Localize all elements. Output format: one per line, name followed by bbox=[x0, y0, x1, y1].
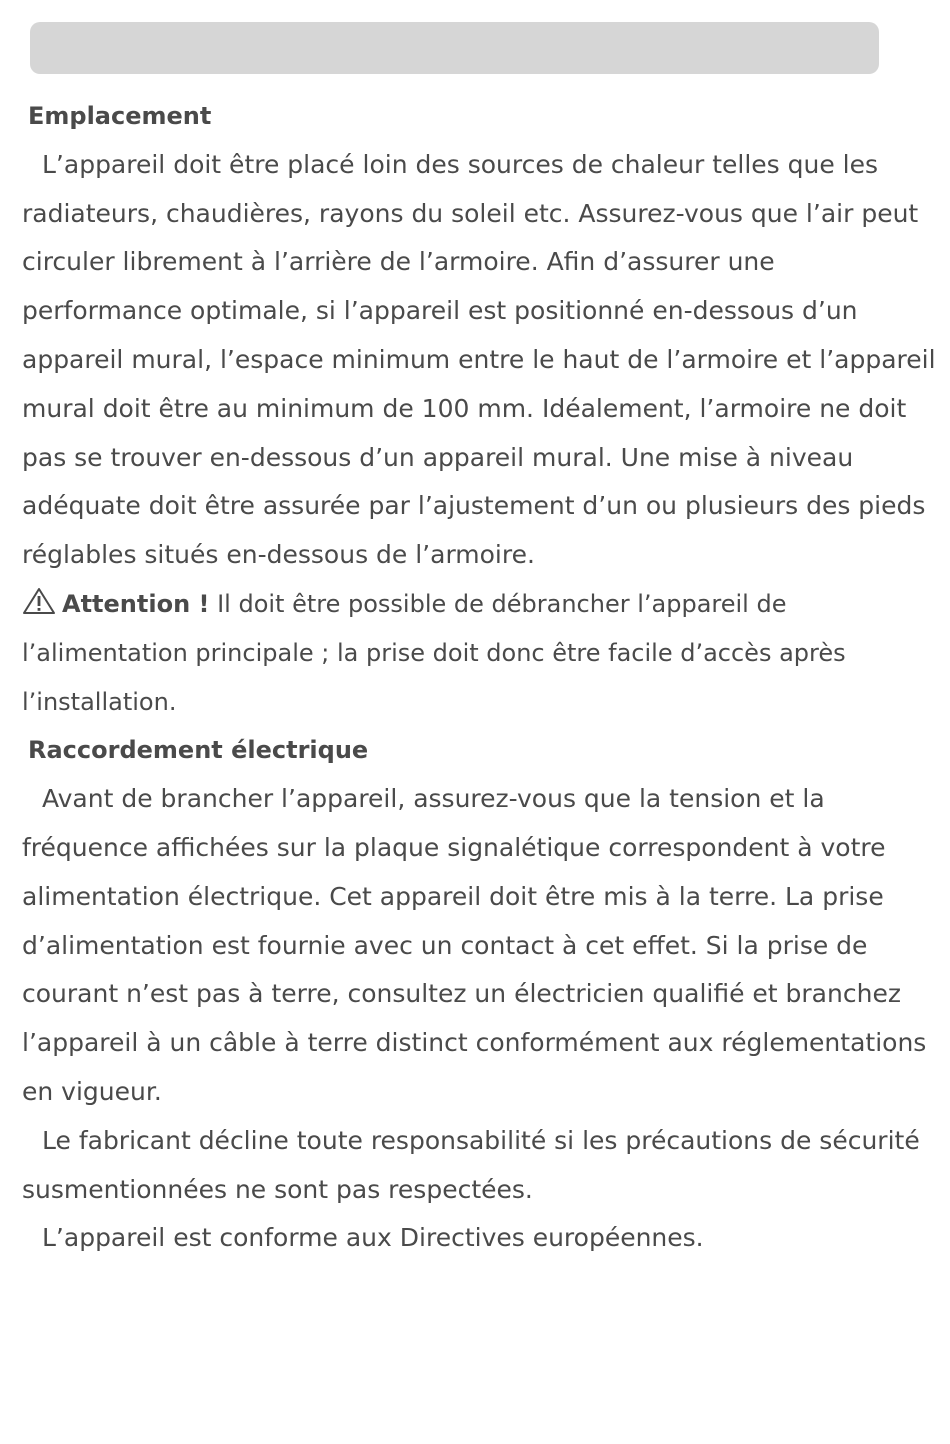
warning-paragraph bbox=[22, 580, 940, 726]
warning-text: Il doit être possible de débrancher l’appareil de l’alimentation principale ; la prise doit donc être facile d’accès après l’installation. bbox=[22, 589, 846, 716]
section-title-emplacement: Emplacement bbox=[28, 102, 212, 130]
emplacement-paragraph: L’appareil doit être placé loin des sources de chaleur telles que les radiateurs, chaudières, rayons du soleil etc. Assurez-vous que l’air peut circuler librement à l’arrière de l’armoire. Afin d’assurer une performance optimale, si l’appareil est positionné en-dessous d’un appareil mural, l’espace minimum entre le haut de l’armoire et l’appareil mural doit être au minimum de 100 mm. Idéalement, l’armoire ne doit pas se trouver en-dessous d’un appareil mural. Une mise à niveau adéquate doit être assurée par l’ajustement d’un ou plusieurs des pieds réglables situés en-dessous de l’armoire. bbox=[22, 149, 936, 570]
warning-triangle-icon bbox=[22, 583, 56, 611]
header-bar bbox=[30, 22, 879, 74]
electrique-paragraph-3: L’appareil est conforme aux Directives européennes. bbox=[42, 1223, 704, 1253]
electrique-paragraph-1: Avant de brancher l’appareil, assurez-vous que la tension et la fréquence affichées sur la plaque signalétique correspondent à votre alimentation électrique. Cet appareil doit être mis à la terre. La prise d’alimentation est fournie avec un contact à cet effet. Si la prise de courant n’est pas à terre, consultez un électricien qualifié et branchez l’appareil à un câble à terre distinct conformément aux réglementations en vigueur. bbox=[22, 784, 927, 1106]
section-title-raccordement: Raccordement électrique bbox=[28, 736, 369, 765]
electrique-paragraph-2: Le fabricant décline toute responsabilité si les précautions de sécurité susmentionnées ne sont pas respectées. bbox=[22, 1125, 920, 1204]
document-content bbox=[22, 92, 940, 1263]
warning-label: Attention ! bbox=[62, 589, 210, 618]
